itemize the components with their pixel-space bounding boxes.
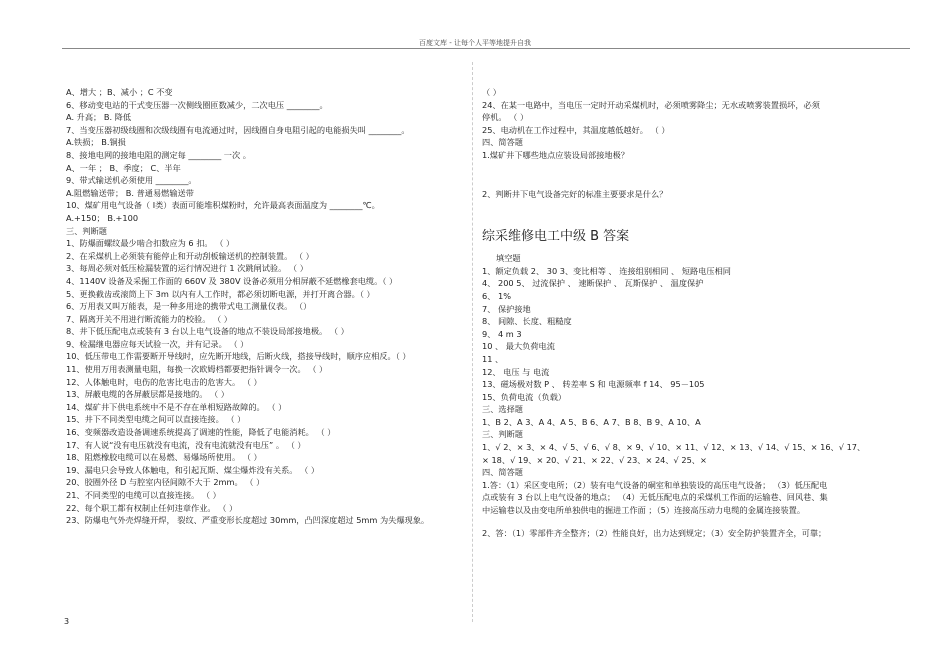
answer-line: 1.答：（1）采区变电所；（2）装有电气设备的硐室和单独装设的高压电气设备； （3）低压配电 xyxy=(482,479,828,490)
question-line: 停机。 （ ） xyxy=(482,112,529,123)
answer-line: 四、简答题 xyxy=(482,467,523,478)
answer-line: 13、磁场极对数 P 、 转差率 S 和 电源频率 f 14、 95－105 xyxy=(482,379,705,390)
header-rule xyxy=(62,48,910,49)
judgement-continuation xyxy=(482,86,902,162)
question-line: 9、带式输送机必须使用 ________。 xyxy=(66,175,197,186)
question-line: 13、屏蔽电缆的各屏蔽层都是接地的。 （ ） xyxy=(66,389,229,400)
question-line: 7、当变压器初级线圈和次级线圈有电流通过时，因线圈自身电阻引起的电能损失叫 ________。 xyxy=(66,124,410,135)
answer-line: 点或装有 3 台以上电气设备的地点； （4）无低压配电点的采煤机工作面的运输巷、回风巷、集 xyxy=(482,492,828,503)
question-line: 18、阻燃橡胶电缆可以在易燃、易爆场所使用。 （ ） xyxy=(66,452,262,463)
question-line: 8、井下低压配电点或装有 3 台以上电气设备的地点不装设局部接地极。 （ ） xyxy=(66,326,349,337)
question-line: 25、电动机在工作过程中，其温度越低越好。 （ ） xyxy=(482,124,670,135)
answer-line: 7、 保护接地 xyxy=(482,303,531,314)
answer-key xyxy=(482,252,902,516)
question-line: 12、人体触电时，电伤的危害比电击的危害大。 （ ） xyxy=(66,376,262,387)
answer-line: × 18、√ 19、× 20、√ 21、× 22、√ 23、× 24、√ 25、× xyxy=(482,454,707,465)
question-line: 7、隔离开关不用进行断流能力的校验。 （ ） xyxy=(66,313,232,324)
question-line: 3、每周必须对低压检漏装置的运行情况进行 1 次跳闸试验。 （ ） xyxy=(66,263,308,274)
column-divider xyxy=(472,62,473,622)
page-header: 百度文库 - 让每个人平等地提升自我 xyxy=(419,39,531,47)
question-line: 4、1140V 设备及采掘工作面的 660V 及 380V 设备必须用分相屏蔽不延燃橡套电缆。（ ） xyxy=(66,275,398,286)
question-line: 23、防爆电气外壳焊缝开焊， 裂纹、严重变形长度超过 30mm，凸凹深度超过 5mm 为失爆现象。 xyxy=(66,515,430,526)
answer-line: 三、判断题 xyxy=(482,429,523,440)
question-line: A.阻燃输送带； B. 普通易燃输送带 xyxy=(66,187,194,198)
answer-line: 9、 4 m 3 xyxy=(482,328,522,339)
question-line: A. 升高； B. 降低 xyxy=(66,112,132,123)
right-column xyxy=(482,86,902,539)
question-line: （ ） xyxy=(482,87,501,97)
answer-line: 12、 电压 与 电流 xyxy=(482,366,550,377)
question-line: 10、煤矿用电气设备（ Ⅰ类）表面可能堆积煤粉时，允许最高表面温度为 ________℃。 xyxy=(66,200,380,211)
question-line: A、增大 ；B、减小 ；C 不变 xyxy=(66,87,173,97)
answer-line: 4、 200 5、 过流保护 、 速断保护 、 瓦斯保护 、 温度保护 xyxy=(482,278,704,289)
question-line: 6、移动变电站的干式变压器一次侧线圈匝数减少，二次电压 ________。 xyxy=(66,99,328,110)
answer-line: 8、 间隙、长度、粗糙度 xyxy=(482,316,572,327)
page-number: 3 xyxy=(64,617,70,626)
left-column xyxy=(66,86,466,527)
question-line: 20、胶圈外径 D 与腔室内径间隙不大于 2mm。 （ ） xyxy=(66,477,265,488)
answer-line: 中运输巷以及由变电所单独供电的掘进工作面 ；（5）连接高压动力电缆的金属连接装置。 xyxy=(482,505,806,516)
question-line: A.铁损； B.铜损 xyxy=(66,137,126,148)
question-line: 2、在采煤机上必须装有能停止和开动刮板输送机的控制装置。 （ ） xyxy=(66,250,314,261)
question-line: 6、万用表又叫万能表，是一种多用途的携带式电工测量仪表。 （） xyxy=(66,301,312,312)
question-line: 1、防爆面螺纹最少啮合扣数应为 6 扣。 （ ） xyxy=(66,238,235,249)
answer-line: 1、B 2、A 3、A 4、A 5、B 6、A 7、B 8、B 9、A 10、A xyxy=(482,416,701,427)
short-answer-question-2: 2、判断井下电气设备完好的标准主要要求是什么？ xyxy=(482,188,668,199)
answer-line: 10 、 最大负荷电流 xyxy=(482,341,555,352)
answer-line: 三、选择题 xyxy=(482,404,523,415)
question-line: 21、不同类型的电缆可以直接连接。 （ ） xyxy=(66,490,221,500)
question-line: 22、每个职工都有权制止任何违章作业。 （ ） xyxy=(66,502,238,513)
question-line: 三、判断题 xyxy=(66,225,107,236)
answer-line: 填空题 xyxy=(496,253,521,264)
question-line: 9、检漏继电器应每天试验一次，并有记录。 （ ） xyxy=(66,338,249,349)
question-line: 17、有人说“没有电压就没有电流，没有电流就没有电压” 。 （ ） xyxy=(66,439,306,450)
question-line: 11、使用万用表测量电阻，每换一次欧姆档都要把指针调令一次。 （ ） xyxy=(66,364,328,375)
answer-line: 1、额定负载 2、 30 3、变比相等 、 连接组别相同 、 短路电压相同 xyxy=(482,265,731,276)
question-line: A、一年 ； B、季度； C、半年 xyxy=(66,162,181,173)
answer-2: 2、答：（1）零部件齐全整齐；（2）性能良好，出力达到规定；（3）安全防护装置齐全，可靠； xyxy=(482,527,827,538)
question-line: 19、漏电只会导致人体触电，和引起瓦斯、煤尘爆炸没有关系。 （ ） xyxy=(66,464,320,475)
question-line: 10、低压带电工作需要断开导线时，应先断开地线，后断火线，搭接导线时，顺序应相反。（ ） xyxy=(66,351,411,362)
question-line: A.+150； B.+100 xyxy=(66,212,139,223)
question-line: 四、简答题 xyxy=(482,137,523,148)
question-line: 14、煤矿井下供电系统中不是不存在单相短路故障的。 （ ） xyxy=(66,401,287,412)
answer-key-title: 综采维修电工中级 B 答案 xyxy=(482,229,630,245)
question-line: 16、变频器改造设备调速系统提高了调速的性能，降低了电能消耗。 （ ） xyxy=(66,427,336,438)
question-line: 8、接地电网的接地电阻的测定每 ________ 一次 。 xyxy=(66,149,251,160)
question-line: 1.煤矿井下哪些地点应装设局部接地极？ xyxy=(482,149,629,160)
answer-line: 6、 1% xyxy=(482,290,511,301)
answer-line: 15、负荷电流（负载） xyxy=(482,391,567,402)
question-line: 5、更换截齿或滚筒上下 3m 以内有人工作时，都必须切断电源，并打开离合器。（ ） xyxy=(66,288,375,299)
question-line: 24、在某一电路中，当电压一定时开动采煤机时，必须喷雾降尘；无水或喷雾装置损坏，必须 xyxy=(482,99,820,110)
answer-line: 11 、 xyxy=(482,353,504,364)
question-line: 15、井下不同类型电缆之间可以直接连接。 （ ） xyxy=(66,414,246,425)
answer-line: 1、√ 2、× 3、× 4、√ 5、√ 6、√ 8、× 9、√ 10、× 11、√ 12、× 13、√ 14、√ 15、× 16、√ 17、 xyxy=(482,442,866,453)
